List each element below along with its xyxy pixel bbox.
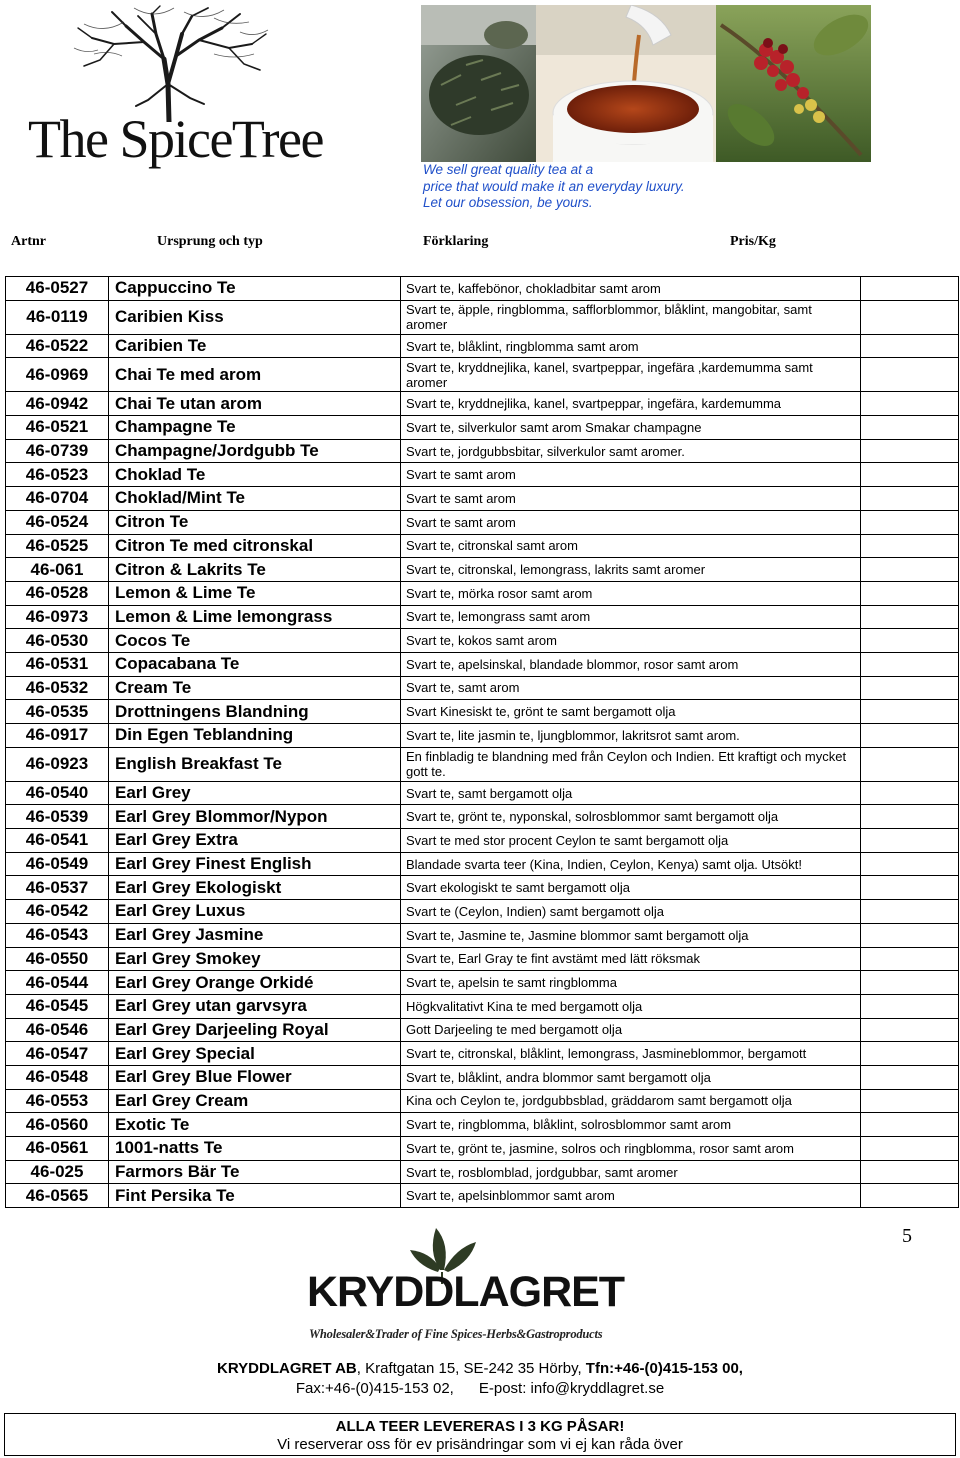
table-row [6, 358, 959, 392]
description-cell: Högkvalitativt Kina te med bergamott olja [401, 994, 861, 1018]
table-row [6, 581, 959, 605]
table-row [6, 852, 959, 876]
table-row [6, 1184, 959, 1208]
description-cell: Svart te, apelsinskal, blandade blommor, rosor samt arom [401, 652, 861, 676]
table-row [6, 392, 959, 416]
description-cell: Svart te med stor procent Ceylon te samt bergamott olja [401, 829, 861, 853]
article-number-cell: 46-0547 [6, 1042, 109, 1066]
article-number-cell: 46-0530 [6, 629, 109, 653]
description-cell: Svart te samt arom [401, 463, 861, 487]
price-cell [861, 416, 959, 440]
tea-price-table [5, 276, 959, 1208]
description-cell: Svart te, blåklint, andra blommor samt bergamott olja [401, 1065, 861, 1089]
article-number-cell: 46-061 [6, 558, 109, 582]
product-name-cell: Choklad/Mint Te [109, 487, 401, 511]
product-name-cell: Earl Grey Jasmine [109, 923, 401, 947]
delivery-notice: ALLA TEER LEVERERAS I 3 KG PÅSAR! [335, 1418, 625, 1435]
article-number-cell: 46-0917 [6, 724, 109, 748]
berries-photo [716, 5, 871, 162]
notice-box [4, 1413, 956, 1456]
article-number-cell: 46-0532 [6, 676, 109, 700]
description-cell: Svart te, Jasmine te, Jasmine blommor samt bergamott olja [401, 923, 861, 947]
article-number-cell: 46-0973 [6, 605, 109, 629]
description-cell: Svart te samt arom [401, 487, 861, 511]
article-number-cell: 46-0523 [6, 463, 109, 487]
price-cell [861, 277, 959, 301]
description-cell: En finbladig te blandning med från Ceylon och Indien. Ett kraftigt och mycket gott te. [401, 747, 861, 781]
article-number-cell: 46-0525 [6, 534, 109, 558]
price-cell [861, 676, 959, 700]
product-name-cell: Earl Grey Darjeeling Royal [109, 1018, 401, 1042]
article-number-cell: 46-0540 [6, 781, 109, 805]
price-cell [861, 1160, 959, 1184]
description-cell: Svart te, kryddnejlika, kanel, svartpeppar, ingefära ,kardemumma samt aromer [401, 358, 861, 392]
product-name-cell: Copacabana Te [109, 652, 401, 676]
table-row [6, 463, 959, 487]
price-cell [861, 334, 959, 358]
product-name-cell: Earl Grey Extra [109, 829, 401, 853]
company-name: KRYDDLAGRET AB [217, 1360, 357, 1377]
description-cell: Gott Darjeeling te med bergamott olja [401, 1018, 861, 1042]
kryddlagret-logo-text: KRYDDLAGRET [307, 1268, 625, 1316]
table-row [6, 876, 959, 900]
description-cell: Svart te, silverkulor samt arom Smakar champagne [401, 416, 861, 440]
table-row [6, 1065, 959, 1089]
price-disclaimer: Vi reserverar oss för ev prisändringar som vi ej kan råda över [277, 1436, 683, 1453]
article-number-cell: 46-0541 [6, 829, 109, 853]
page-number: 5 [902, 1225, 912, 1247]
product-name-cell: Earl Grey [109, 781, 401, 805]
description-cell: Svart te, kryddnejlika, kanel, svartpeppar, ingefära, kardemumma [401, 392, 861, 416]
price-cell [861, 1065, 959, 1089]
column-header-explanation: Förklaring [423, 234, 489, 249]
spice-tree-logo-icon [64, 4, 274, 122]
price-cell [861, 876, 959, 900]
product-name-cell: Fint Persika Te [109, 1184, 401, 1208]
price-cell [861, 534, 959, 558]
product-name-cell: Earl Grey Blue Flower [109, 1065, 401, 1089]
tagline-line: We sell great quality tea at a [423, 162, 594, 177]
article-number-cell: 46-0531 [6, 652, 109, 676]
product-name-cell: English Breakfast Te [109, 747, 401, 781]
price-cell [861, 300, 959, 334]
column-header-artnr: Artnr [11, 234, 46, 249]
table-row [6, 900, 959, 924]
article-number-cell: 46-0942 [6, 392, 109, 416]
product-name-cell: Earl Grey Luxus [109, 900, 401, 924]
table-row [6, 829, 959, 853]
product-name-cell: Earl Grey Blommor/Nypon [109, 805, 401, 829]
product-name-cell: Drottningens Blandning [109, 700, 401, 724]
article-number-cell: 46-0550 [6, 947, 109, 971]
product-name-cell: Lemon & Lime lemongrass [109, 605, 401, 629]
tagline-line: price that would make it an everyday luxury. [423, 178, 685, 194]
description-cell: Svart te, äpple, ringblomma, safflorblommor, blåklint, mangobitar, samt aromer [401, 300, 861, 334]
price-cell [861, 971, 959, 995]
article-number-cell: 46-0543 [6, 923, 109, 947]
description-cell: Svart te, citronskal, blåklint, lemongrass, Jasmineblommor, bergamott [401, 1042, 861, 1066]
description-cell: Svart te, apelsinblommor samt arom [401, 1184, 861, 1208]
description-cell: Svart te, Earl Gray te fint avstämt med lätt röksmak [401, 947, 861, 971]
product-name-cell: Chai Te med arom [109, 358, 401, 392]
description-cell: Svart te, ringblomma, blåklint, solrosblommor samt arom [401, 1113, 861, 1137]
product-name-cell: Earl Grey Ekologiskt [109, 876, 401, 900]
description-cell: Svart te, citronskal, lemongrass, lakrits samt aromer [401, 558, 861, 582]
tea-price-table-body [6, 277, 959, 1208]
table-row [6, 1113, 959, 1137]
article-number-cell: 46-0522 [6, 334, 109, 358]
table-row [6, 676, 959, 700]
tea-photos-banner [421, 5, 871, 162]
description-cell: Svart te, samt arom [401, 676, 861, 700]
spice-tree-logo-text: The SpiceTree [28, 109, 323, 169]
description-cell: Svart te, lite jasmin te, ljungblommor, lakritsrot samt arom. [401, 724, 861, 748]
product-name-cell: Chai Te utan arom [109, 392, 401, 416]
table-row [6, 652, 959, 676]
product-name-cell: Earl Grey Special [109, 1042, 401, 1066]
article-number-cell: 46-0537 [6, 876, 109, 900]
table-row [6, 805, 959, 829]
column-header-price: Pris/Kg [730, 234, 776, 249]
table-row [6, 605, 959, 629]
tea-cup-photo [536, 5, 716, 162]
table-row [6, 700, 959, 724]
description-cell: Svart te, lemongrass samt arom [401, 605, 861, 629]
price-cell [861, 829, 959, 853]
description-cell: Svart te, grönt te, jasmine, solros och ringblomma, rosor samt arom [401, 1137, 861, 1161]
price-cell [861, 805, 959, 829]
tagline-line: Let our obsession, be yours. [423, 195, 593, 210]
article-number-cell: 46-0546 [6, 1018, 109, 1042]
table-row [6, 781, 959, 805]
product-name-cell: Caribien Kiss [109, 300, 401, 334]
article-number-cell: 46-0535 [6, 700, 109, 724]
description-cell: Svart te, citronskal samt arom [401, 534, 861, 558]
price-cell [861, 392, 959, 416]
product-name-cell: Citron & Lakrits Te [109, 558, 401, 582]
price-cell [861, 463, 959, 487]
price-cell [861, 581, 959, 605]
price-cell [861, 923, 959, 947]
product-name-cell: Citron Te med citronskal [109, 534, 401, 558]
table-row [6, 971, 959, 995]
article-number-cell: 46-0704 [6, 487, 109, 511]
table-row [6, 277, 959, 301]
table-row [6, 300, 959, 334]
article-number-cell: 46-0524 [6, 510, 109, 534]
price-cell [861, 1089, 959, 1113]
table-row [6, 947, 959, 971]
table-row [6, 558, 959, 582]
description-cell: Svart te, rosblomblad, jordgubbar, samt aromer [401, 1160, 861, 1184]
price-cell [861, 1042, 959, 1066]
price-cell [861, 439, 959, 463]
product-name-cell: Din Egen Teblandning [109, 724, 401, 748]
article-number-cell: 46-0521 [6, 416, 109, 440]
product-name-cell: Caribien Te [109, 334, 401, 358]
company-address: , Kraftgatan 15, SE-242 35 Hörby, [356, 1360, 586, 1377]
table-row [6, 629, 959, 653]
price-cell [861, 652, 959, 676]
article-number-cell: 46-0527 [6, 277, 109, 301]
address-line-1 [0, 1360, 960, 1377]
table-row [6, 439, 959, 463]
kryddlagret-logo-subtitle: Wholesaler&Trader of Fine Spices-Herbs&Gastroproducts [309, 1327, 603, 1341]
product-name-cell: Earl Grey Orange Orkidé [109, 971, 401, 995]
table-row [6, 1089, 959, 1113]
article-number-cell: 46-0539 [6, 805, 109, 829]
table-row [6, 1137, 959, 1161]
product-name-cell: Farmors Bär Te [109, 1160, 401, 1184]
price-cell [861, 724, 959, 748]
article-number-cell: 46-0548 [6, 1065, 109, 1089]
product-name-cell: Earl Grey Smokey [109, 947, 401, 971]
article-number-cell: 46-0528 [6, 581, 109, 605]
product-name-cell: Earl Grey Finest English [109, 852, 401, 876]
product-name-cell: Earl Grey utan garvsyra [109, 994, 401, 1018]
price-cell [861, 605, 959, 629]
address-line-2: Fax:+46-(0)415-153 02, E-post: info@kryddlagret.se [295, 1380, 665, 1397]
price-cell [861, 700, 959, 724]
price-cell [861, 1184, 959, 1208]
column-header-origin: Ursprung och typ [157, 234, 263, 249]
description-cell: Svart te, apelsin te samt ringblomma [401, 971, 861, 995]
price-cell [861, 994, 959, 1018]
article-number-cell: 46-025 [6, 1160, 109, 1184]
product-name-cell: Choklad Te [109, 463, 401, 487]
description-cell: Svart Kinesiskt te, grönt te samt bergamott olja [401, 700, 861, 724]
description-cell: Svart te, samt bergamott olja [401, 781, 861, 805]
table-row [6, 487, 959, 511]
price-cell [861, 1113, 959, 1137]
product-name-cell: Lemon & Lime Te [109, 581, 401, 605]
price-cell [861, 781, 959, 805]
product-name-cell: 1001-natts Te [109, 1137, 401, 1161]
description-cell: Svart te, blåklint, ringblomma samt arom [401, 334, 861, 358]
table-row [6, 510, 959, 534]
article-number-cell: 46-0739 [6, 439, 109, 463]
article-number-cell: 46-0549 [6, 852, 109, 876]
description-cell: Svart te, kaffebönor, chokladbitar samt arom [401, 277, 861, 301]
table-row [6, 747, 959, 781]
article-number-cell: 46-0561 [6, 1137, 109, 1161]
article-number-cell: 46-0545 [6, 994, 109, 1018]
description-cell: Blandade svarta teer (Kina, Indien, Ceylon, Kenya) samt olja. Utsökt! [401, 852, 861, 876]
product-name-cell: Champagne Te [109, 416, 401, 440]
product-name-cell: Earl Grey Cream [109, 1089, 401, 1113]
table-row [6, 724, 959, 748]
article-number-cell: 46-0542 [6, 900, 109, 924]
table-row [6, 1042, 959, 1066]
article-number-cell: 46-0923 [6, 747, 109, 781]
article-number-cell: 46-0544 [6, 971, 109, 995]
description-cell: Svart te, kokos samt arom [401, 629, 861, 653]
price-cell [861, 629, 959, 653]
product-name-cell: Exotic Te [109, 1113, 401, 1137]
table-row [6, 1018, 959, 1042]
price-cell [861, 487, 959, 511]
description-cell: Svart te, grönt te, nyponskal, solrosblommor samt bergamott olja [401, 805, 861, 829]
table-row [6, 923, 959, 947]
description-cell: Svart te, jordgubbsbitar, silverkulor samt aromer. [401, 439, 861, 463]
description-cell: Svart te samt arom [401, 510, 861, 534]
company-phone: Tfn:+46-(0)415-153 00, [585, 1360, 743, 1377]
table-row [6, 994, 959, 1018]
article-number-cell: 46-0119 [6, 300, 109, 334]
price-cell [861, 558, 959, 582]
price-cell [861, 900, 959, 924]
product-name-cell: Champagne/Jordgubb Te [109, 439, 401, 463]
product-name-cell: Cream Te [109, 676, 401, 700]
description-cell: Svart te (Ceylon, Indien) samt bergamott olja [401, 900, 861, 924]
price-cell [861, 510, 959, 534]
table-row [6, 416, 959, 440]
price-cell [861, 747, 959, 781]
article-number-cell: 46-0560 [6, 1113, 109, 1137]
price-cell [861, 358, 959, 392]
tagline [423, 162, 685, 212]
price-cell [861, 1137, 959, 1161]
article-number-cell: 46-0969 [6, 358, 109, 392]
article-number-cell: 46-0565 [6, 1184, 109, 1208]
tea-leaves-photo [421, 5, 536, 162]
table-row [6, 1160, 959, 1184]
price-cell [861, 1018, 959, 1042]
product-name-cell: Citron Te [109, 510, 401, 534]
price-cell [861, 852, 959, 876]
price-cell [861, 947, 959, 971]
product-name-cell: Cocos Te [109, 629, 401, 653]
description-cell: Svart ekologiskt te samt bergamott olja [401, 876, 861, 900]
description-cell: Kina och Ceylon te, jordgubbsblad, gräddarom samt bergamott olja [401, 1089, 861, 1113]
description-cell: Svart te, mörka rosor samt arom [401, 581, 861, 605]
table-row [6, 334, 959, 358]
table-row [6, 534, 959, 558]
product-name-cell: Cappuccino Te [109, 277, 401, 301]
article-number-cell: 46-0553 [6, 1089, 109, 1113]
